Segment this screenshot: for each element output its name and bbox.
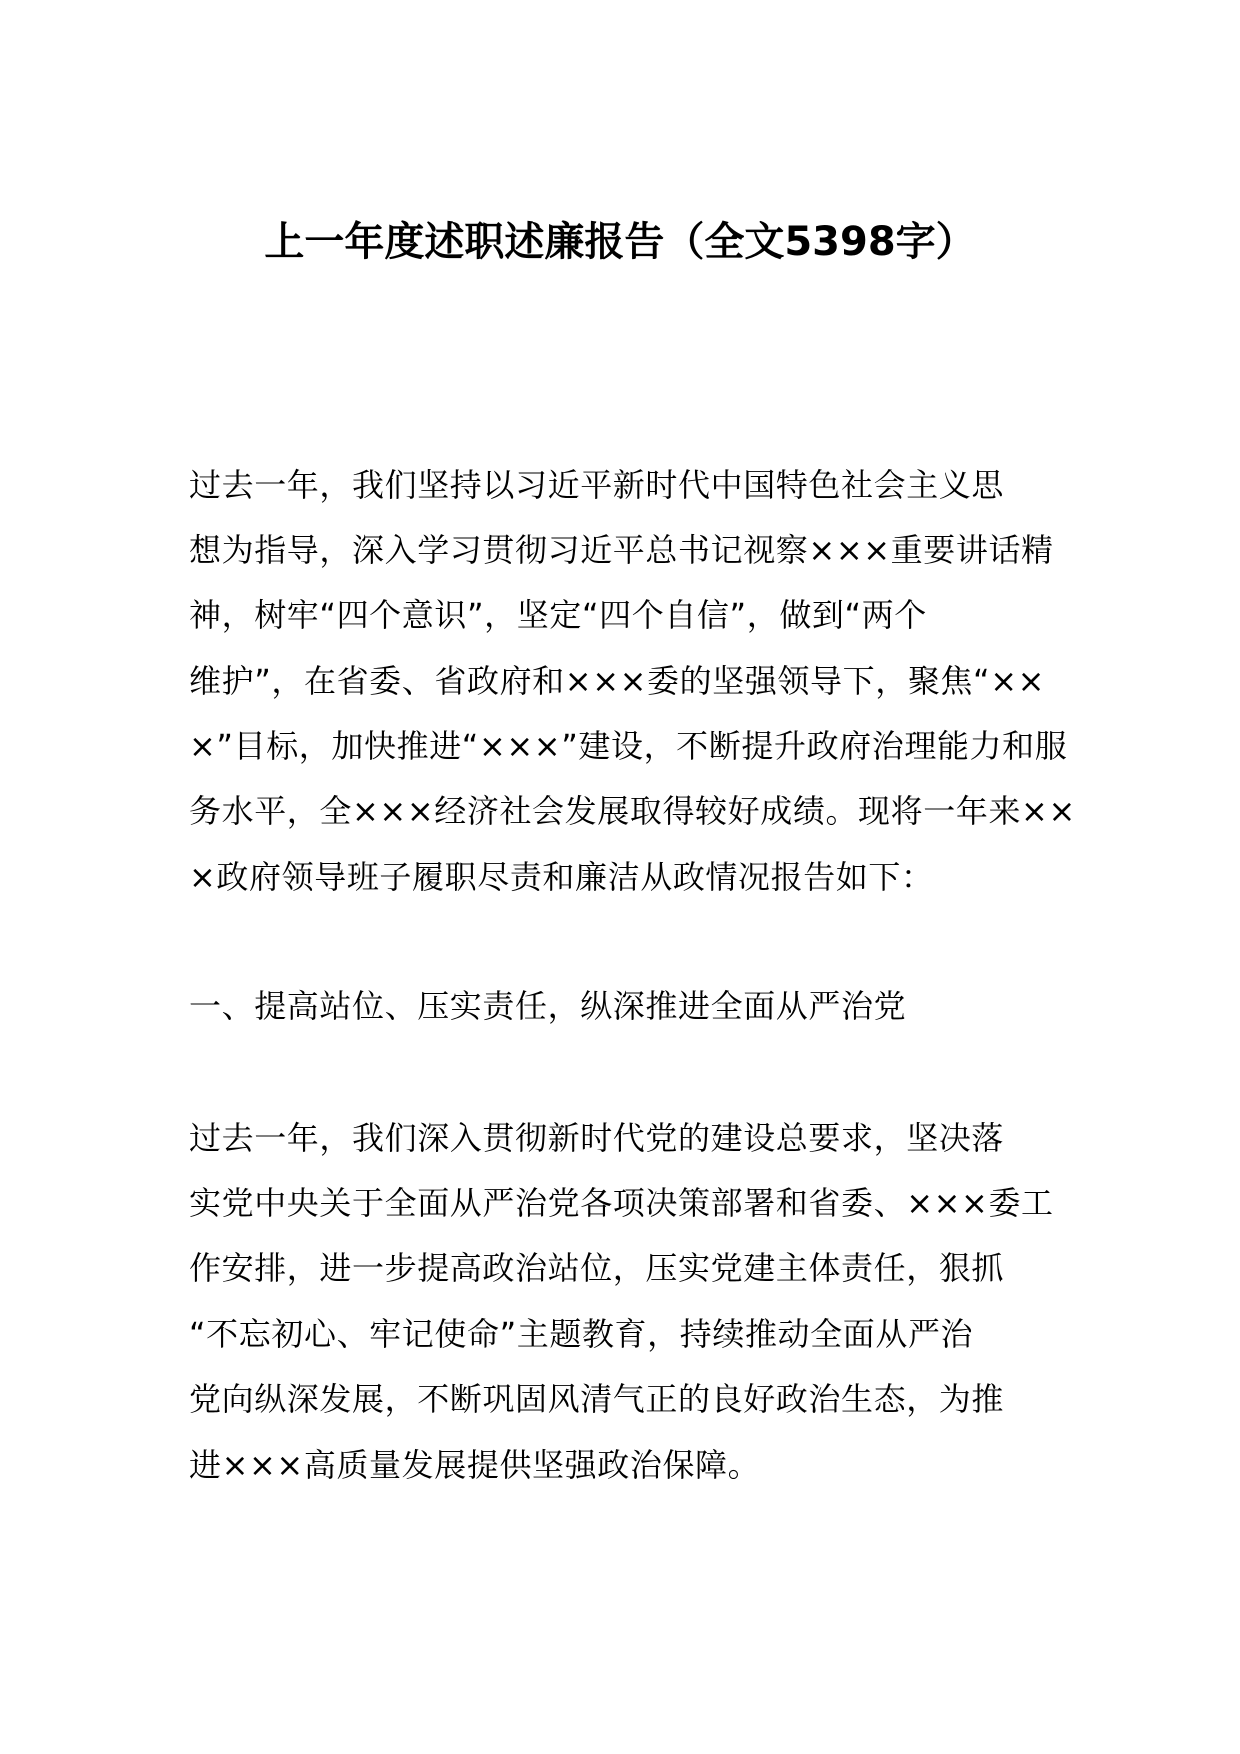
text-line: 神，树牢“四个意识”，坚定“四个自信”，做到“两个 bbox=[189, 596, 927, 634]
text-line: 党向纵深发展，不断巩固风清气正的良好政治生态，为推 bbox=[189, 1380, 1005, 1418]
text-line: ×”目标，加快推进“×××”建设，不断提升政府治理能力和服 bbox=[189, 727, 1068, 765]
text-line: 过去一年，我们坚持以习近平新时代中国特色社会主义思 bbox=[189, 466, 1005, 504]
text-line: ×政府领导班子履职尽责和廉洁从政情况报告如下： bbox=[189, 858, 934, 896]
text-line: 进×××高质量发展提供坚强政治保障。 bbox=[189, 1446, 761, 1484]
text-line: 作安排，进一步提高政治站位，压实党建主体责任，狠抓 bbox=[189, 1249, 1005, 1287]
text-line: “不忘初心、牢记使命”主题教育，持续推动全面从严治 bbox=[189, 1315, 974, 1353]
text-line: 务水平，全×××经济社会发展取得较好成绩。现将一年来×× bbox=[189, 792, 1076, 830]
text-line: 实党中央关于全面从严治党各项决策部署和省委、×××委工 bbox=[189, 1184, 1054, 1222]
text-line: 想为指导，深入学习贯彻习近平总书记视察×××重要讲话精 bbox=[189, 531, 1054, 569]
section-heading: 一、提高站位、压实责任，纵深推进全面从严治党 bbox=[189, 987, 907, 1025]
text-line: 过去一年，我们深入贯彻新时代党的建设总要求，坚决落 bbox=[189, 1119, 1005, 1157]
document-title: 上一年度述职述廉报告（全文5398字） bbox=[264, 219, 976, 265]
text-line: 维护”，在省委、省政府和×××委的坚强领导下，聚焦“×× bbox=[189, 662, 1046, 700]
